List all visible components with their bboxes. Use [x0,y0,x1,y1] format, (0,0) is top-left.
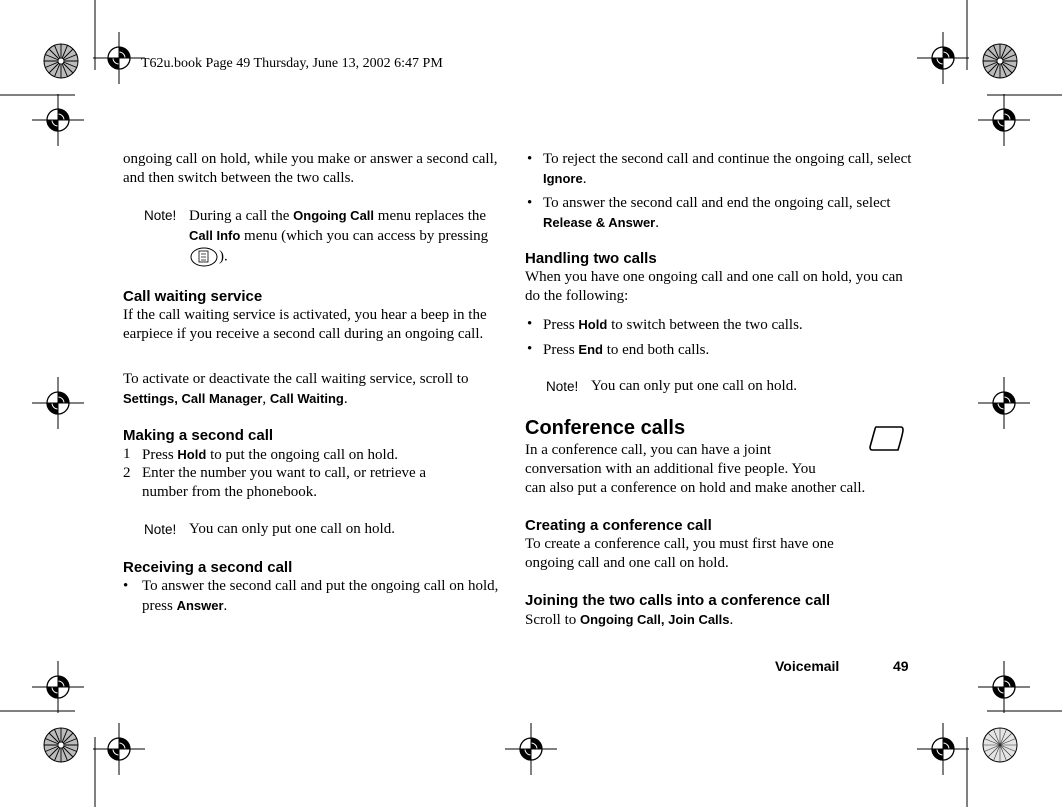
note-label: Note! [546,379,579,394]
intro-paragraph: ongoing call on hold, while you make or answer a second call, and then switch between the two calls. [123,151,498,186]
note-one-call-hold: You can only put one call on hold. [189,521,395,537]
step-number: 1 [123,446,131,462]
heading-conference-calls: Conference calls [525,417,686,439]
joining-calls-text: Scroll to Ongoing Call, Join Calls. [525,612,734,628]
heading-receiving-second-call: Receiving a second call [123,559,293,576]
note-label: Note! [144,522,177,537]
reject-second-call-text: To reject the second call and continue the ongoing call, select Ignore. [543,151,912,187]
heading-making-second-call: Making a second call [123,427,274,444]
call-waiting-activate: To activate or deactivate the call waiting service, scroll to Settings, Call Manager, Call Waiting. [123,371,469,407]
press-hold-text: Press Hold to switch between the two calls. [543,317,803,333]
page-number: 49 [893,658,909,674]
registration-mark-icon [917,723,969,775]
sim-card-icon [868,423,906,453]
conference-line-1: In a conference call, you can have a joint [525,442,772,458]
heading-handling-two-calls: Handling two calls [525,250,657,267]
note-label: Note! [144,208,177,223]
handling-two-calls-paragraph: When you have one ongoing call and one call on hold, you can do the following: [525,269,903,304]
step-hold: Press Hold to put the ongoing call on hold. [142,447,398,463]
step-enter-number: Enter the number you want to call, or retrieve a number from the phonebook. [142,465,427,500]
registration-mark-icon [978,377,1030,429]
bullet: • [527,151,533,167]
color-wheel-icon [983,44,1017,78]
print-header: T62u.book Page 49 Thursday, June 13, 2002 6:47 PM [141,56,443,71]
note-one-call-hold: You can only put one call on hold. [591,378,797,394]
call-waiting-paragraph: If the call waiting service is activated, you hear a beep in the earpiece if you receive a second call during an ongoing call. [123,307,487,342]
press-end-text: Press End to end both calls. [543,342,710,358]
answer-end-call-text: To answer the second call and end the ongoing call, select Release & Answer. [543,195,891,231]
color-wheel-icon [44,728,78,762]
creating-conference-paragraph: To create a conference call, you must first have one ongoing call and one call on hold. [525,536,834,571]
heading-call-waiting: Call waiting service [123,288,263,305]
color-wheel-icon [44,44,78,78]
bullet: • [527,316,533,332]
registration-mark-icon [32,661,84,713]
registration-mark-icon [978,661,1030,713]
color-wheel-icon [983,728,1017,762]
note-ongoing-call: During a call the Ongoing Call menu replaces the Call Info menu (which you can access by pressing ). [189,206,505,268]
registration-mark-icon [32,377,84,429]
receiving-answer-text: To answer the second call and put the ongoing call on hold, press Answer. [142,578,499,614]
registration-mark-icon [505,723,557,775]
registration-mark-icon [978,94,1030,146]
bullet: • [123,578,129,594]
registration-mark-icon [93,723,145,775]
heading-joining-calls: Joining the two calls into a conference call [525,592,831,609]
step-number: 2 [123,465,131,481]
heading-creating-conference-call: Creating a conference call [525,517,712,534]
conference-line-3: can also put a conference on hold and make another call. [525,480,866,496]
menu-key-icon [189,246,219,268]
registration-mark-icon [93,32,145,84]
registration-mark-icon [917,32,969,84]
footer-section: Voicemail [775,658,840,674]
bullet: • [527,195,533,211]
registration-mark-icon [32,94,84,146]
bullet: • [527,341,533,357]
conference-line-2: conversation with an additional five people. You [525,461,816,477]
